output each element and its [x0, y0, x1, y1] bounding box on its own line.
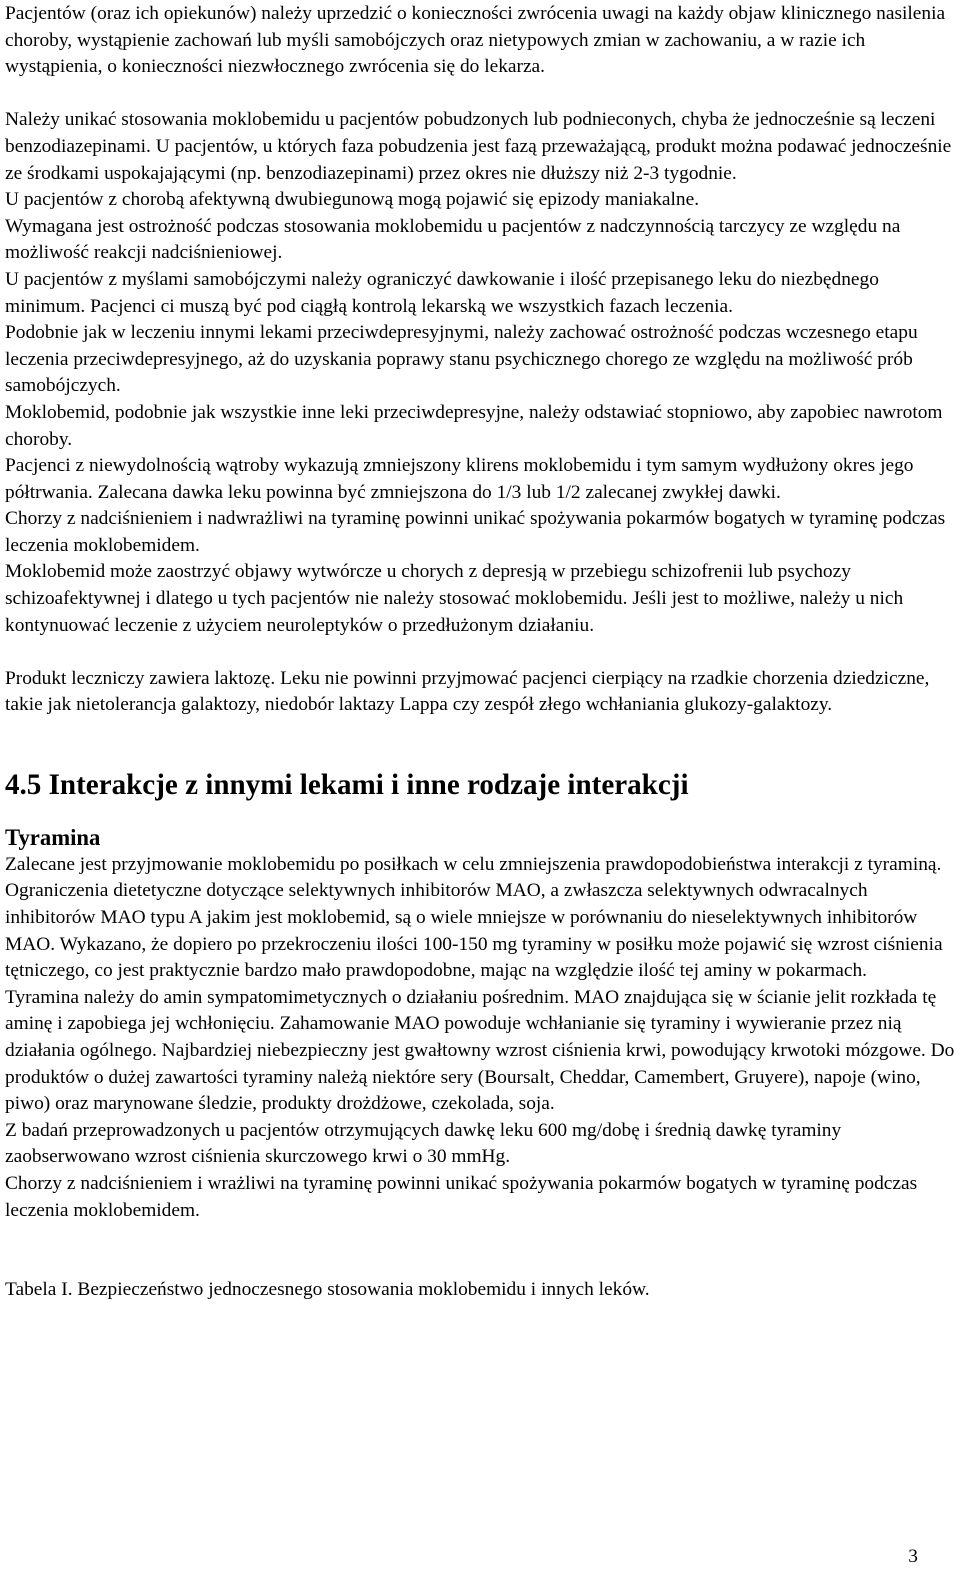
- paragraph-tyramine-meals: Zalecane jest przyjmowanie moklobemidu po posiłkach w celu zmniejszenia prawdopodobieństwa interakcji z tyraminą.: [5, 853, 942, 875]
- spacer: [5, 1224, 955, 1277]
- paragraph-liver-failure: Pacjenci z niewydolnością wątroby wykazują zmniejszony klirens moklobemidu i tym samym wydłużony okres jego półtrwania. Zalecana dawka leku powinna być zmniejszona do 1/3 lub 1/2 zalecanej zwykłej dawki.: [5, 455, 914, 503]
- subheading-tyramine: Tyramina: [5, 825, 101, 851]
- spacer: [5, 719, 955, 772]
- page-number: 3: [908, 1546, 918, 1567]
- paragraph-early-treatment: Podobnie jak w leczeniu innymi lekami przeciwdepresyjnymi, należy zachować ostrożność podczas wczesnego etapu leczenia przeciwdepresyjnego, aż do uzyskania poprawy stanu psychicznego chorego ze względu na możliwość prób samobójczych.: [5, 322, 918, 397]
- table-caption: Tabela I. Bezpieczeństwo jednoczesnego stosowania moklobemidu i innych leków.: [5, 1279, 650, 1301]
- paragraph-study-results: Z badań przeprowadzonych u pacjentów otrzymujących dawkę leku 600 mg/dobę i średnią dawkę tyraminy zaobserwowano wzrost ciśnienia skurczowego krwi o 30 mmHg.: [5, 1119, 842, 1168]
- spacer: [5, 639, 955, 666]
- paragraph-hyperthyroidism: Wymagana jest ostrożność podczas stosowania moklobemidu u pacjentów z nadczynnością tarczycy ze względu na możliwość reakcji nadciśnieniowej.: [5, 215, 901, 264]
- paragraph-hypertension-sensitive: Chorzy z nadciśnieniem i wrażliwi na tyraminę powinni unikać spożywania pokarmów bogatych w tyraminę podczas leczenia moklobemidem.: [5, 1172, 918, 1221]
- paragraph-hypertension-tyramine: Chorzy z nadciśnieniem i nadwrażliwi na tyraminę powinni unikać spożywania pokarmów bogatych w tyraminę podczas leczenia moklobemidem.: [5, 508, 946, 556]
- paragraph-suicidal-warning: Pacjentów (oraz ich opiekunów) należy uprzedzić o konieczności zwrócenia uwagi na każdy objaw klinicznego nasilenia choroby, wystąpienie zachowań lub myśli samobójczych oraz nietypowych zmian w zachowaniu, a w razie ich wystąpienia, o konieczności niezwłocznego zwrócenia się do lekarza.: [5, 3, 946, 78]
- spacer: [5, 81, 955, 108]
- paragraph-dietary-restrictions: Ograniczenia dietetyczne dotyczące selektywnych inhibitorów MAO, a zwłaszcza selektywnych odwracalnych inhibitorów MAO typu A jakim jest moklobemid, są o wiele mniejsze w porównaniu do nieselektywnych inhibitorów MAO. Wykazano, że dopiero po przekroczeniu ilości 100-150 mg tyraminy w posiłku może pojawić się wzrost ciśnienia tętniczego, co jest praktycznie bardzo mało prawdopodobne, mając na względzie ilość tej aminy w pokarmach.: [5, 880, 943, 982]
- paragraph-agitated-patients: Należy unikać stosowania moklobemidu u pacjentów pobudzonych lub podnieconych, chyba że jednocześnie są leczeni benzodiazepinami. U pacjentów, u których faza pobudzenia jest fazą przeważającą, produkt można podawać jednocześnie ze środkami uspokajającymi (np. benzodiazepinami) przez okres nie dłuższy niż 2-3 tygodnie.: [5, 109, 952, 184]
- paragraph-withdrawal: Moklobemid, podobnie jak wszystkie inne leki przeciwdepresyjne, należy odstawiać stopniowo, aby zapobiec nawrotom choroby.: [5, 401, 943, 450]
- paragraph-schizophrenia: Moklobemid może zaostrzyć objawy wytwórcze u chorych z depresją w przebiegu schizofrenii lub psychozy schizoafektywnej i dlatego u tych pacjentów nie należy stosować moklobemidu. Jeśli jest to możliwe, należy u nich kontynuować leczenie z użyciem neuroleptyków o przedłużonym działaniu.: [5, 561, 904, 636]
- document-page: [5, 1, 955, 1304]
- paragraph-tyramine-mechanism: Tyramina należy do amin sympatomimetycznych o działaniu pośrednim. MAO znajdująca się w ścianie jelit rozkłada tę aminę i zapobiega jej wchłonięciu. Zahamowanie MAO powoduje wchłanianie się tyraminy i wywieranie przez nią działania ogólnego. Najbardziej niebezpieczny jest gwałtowny wzrost ciśnienia krwi, powodujący krwotoki mózgowe. Do produktów o dużej zawartości tyraminy należą niektóre sery (Boursalt, Cheddar, Camembert, Gruyere), napoje (wino, piwo) oraz marynowane śledzie, produkty drożdżowe, czekolada, soja.: [5, 986, 955, 1115]
- paragraph-suicidal-thoughts: U pacjentów z myślami samobójczymi należy ograniczyć dawkowanie i ilość przepisanego leku do niezbędnego minimum. Pacjenci ci muszą być pod ciągłą kontrolą lekarską we wszystkich fazach leczenia.: [5, 268, 879, 317]
- section-heading: 4.5 Interakcje z innymi lekami i inne rodzaje interakcji: [5, 769, 689, 802]
- spacer: [5, 799, 955, 826]
- paragraph-lactose: Produkt leczniczy zawiera laktozę. Leku nie powinni przyjmować pacjenci cierpiący na rzadkie chorzenia dziedziczne, takie jak nietolerancja galaktozy, niedobór laktazy Lappa czy zespół złego wchłaniania glukozy-galaktozy.: [5, 667, 930, 716]
- paragraph-bipolar: U pacjentów z chorobą afektywną dwubiegunową mogą pojawić się epizody maniakalne.: [5, 189, 700, 211]
